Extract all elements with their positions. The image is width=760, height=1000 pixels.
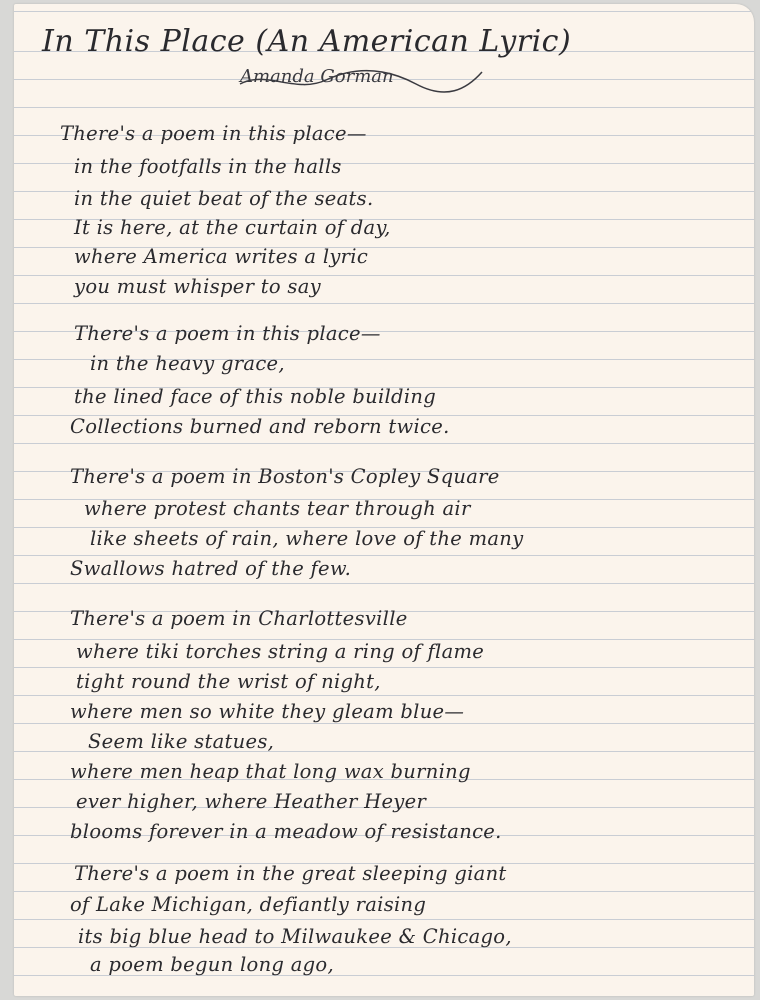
poem-line: Collections burned and reborn twice. <box>70 415 450 438</box>
poem-line: you must whisper to say <box>74 275 321 298</box>
poem-line: where protest chants tear through air <box>84 497 471 520</box>
poem-line: a poem begun long ago, <box>90 953 334 976</box>
poem-line: in the quiet beat of the seats. <box>74 187 374 210</box>
poem-line: where men so white they gleam blue— <box>70 700 465 723</box>
poem-line: There's a poem in this place— <box>74 322 381 345</box>
poem-line: There's a poem in Charlottesville <box>70 607 408 630</box>
poem-line: Seem like statues, <box>88 730 275 753</box>
poem-line: of Lake Michigan, defiantly raising <box>70 893 427 916</box>
poem-line: in the footfalls in the halls <box>74 155 342 178</box>
poem-line: blooms forever in a meadow of resistance. <box>70 820 502 843</box>
author-signature: Amanda Gorman <box>240 66 394 87</box>
poem-line: where tiki torches string a ring of flame <box>76 640 485 663</box>
poem-line: like sheets of rain, where love of the many <box>90 527 524 550</box>
signature-scribble <box>236 60 486 100</box>
poem-line: its big blue head to Milwaukee & Chicago, <box>78 925 512 948</box>
poem-line: where America writes a lyric <box>74 245 369 268</box>
poem-line: tight round the wrist of night, <box>76 670 381 693</box>
poem-line: ever higher, where Heather Heyer <box>76 790 427 813</box>
poem-line: the lined face of this noble building <box>74 385 437 408</box>
poem-line: in the heavy grace, <box>90 352 285 375</box>
poem-line: There's a poem in Boston's Copley Square <box>70 465 500 488</box>
poem-line: Swallows hatred of the few. <box>70 557 352 580</box>
poem-line: There's a poem in this place— <box>60 122 367 145</box>
poem-title: In This Place (An American Lyric) <box>42 24 572 59</box>
poem-line: where men heap that long wax burning <box>70 760 471 783</box>
poem-line: There's a poem in the great sleeping giant <box>74 862 507 885</box>
poem-line: It is here, at the curtain of day, <box>74 216 391 239</box>
